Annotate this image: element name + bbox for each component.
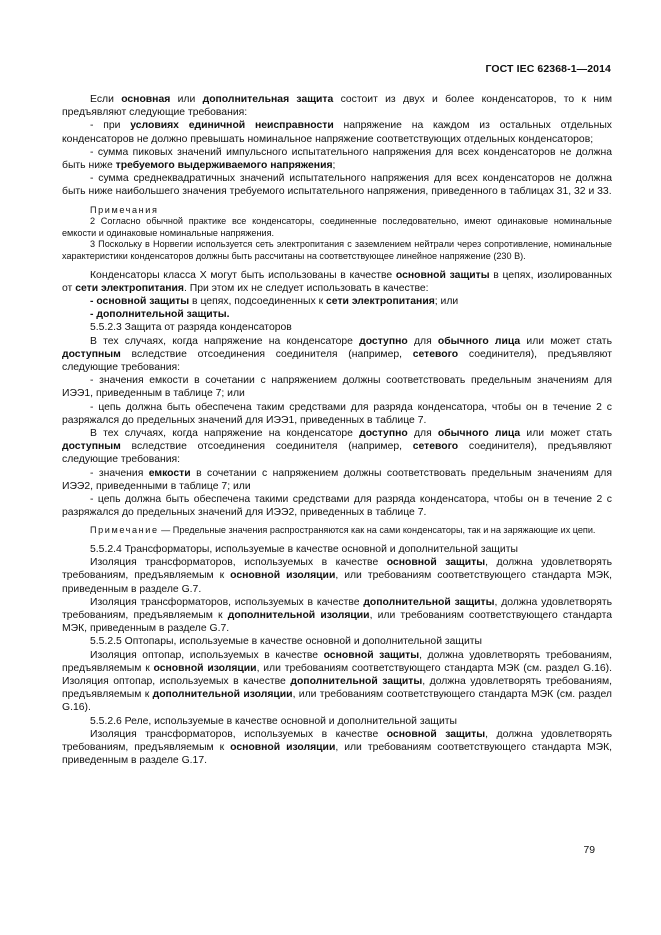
note-paragraph: Примечания (90, 204, 159, 215)
body-paragraph: - при условиях единичной неисправности напряжение на каждом из остальных отдельных конденсаторов не должно превышать номинальное напряжение соответствующих отдельных конденсаторов; (62, 120, 612, 145)
body-paragraph: - дополнительной защиты. (90, 309, 230, 321)
standard-header: ГОСТ IEC 62368-1—2014 (485, 63, 611, 75)
body-paragraph: Изоляция трансформаторов, используемых в качестве основной защиты, должна удовлетворять требованиям, предъявляемым к основной изоляции, или требованиям соответствующего стандарта МЭК, приведенным в разделе G.7. (62, 557, 613, 595)
body-paragraph: - основной защиты в цепях, подсоединенных к сети электропитания; или (90, 296, 459, 307)
body-paragraph: 5.5.2.6 Реле, используемые в качестве основной и дополнительной защиты (90, 715, 457, 727)
body-paragraph: - значения емкости в сочетании с напряжением должны соответствовать предельным значениям для ИЭЭ2, приведенными в таблице 7; или (62, 467, 612, 492)
body-paragraph: Если основная или дополнительная защита состоит из двух и более конденсаторов, то к ним предъявляют следующие требования: (62, 94, 612, 119)
note-paragraph: 3 Поскольку в Норвегии используется сеть электропитания с заземлением нейтрали через сопротивление, номинальные характеристики конденсаторов должны быть рассчитаны на соответствующее линейное напряжение (230 В). (62, 239, 612, 261)
body-paragraph: В тех случаях, когда напряжение на конденсаторе доступно для обычного лица или может стать доступным вследствие отсоединения соединителя (например, сетевого соединителя), предъявляют следующие требования: (62, 428, 612, 466)
body-paragraph: - значения емкости в сочетании с напряжением должны соответствовать предельным значениям для ИЭЭ1, приведенным в таблице 7; или (62, 375, 612, 400)
note-paragraph: Примечание — Предельные значения распространяются как на сами конденсаторы, так и на заряжающие их цепи. (90, 525, 596, 536)
body-paragraph: Изоляция трансформаторов, используемых в качестве основной защиты, должна удовлетворять требованиям, предъявляемым к основной изоляции, или требованиям соответствующего стандарта МЭК, приведенным в разделе G.17. (62, 728, 613, 767)
body-paragraph: - сумма пиковых значений импульсного испытательного напряжения для всех конденсаторов не должна быть ниже требуемого выдерживаемого напряжения; (62, 146, 612, 172)
body-paragraph: Изоляция оптопар, используемых в качестве основной защиты, должна удовлетворять требованиям, предъявляемым к основной изоляции, или требованиям соответствующего стандарта МЭК (см. раздел G.16). Изоляция оптопар, используемых в качестве дополнительной защиты, должна удовлетворять требованиям, предъявляемым к дополнительной изоляции, или требованиям соответствующего стандарта МЭК (см. раздел G.16). (62, 649, 613, 714)
body-paragraph: - сумма среднеквадратичных значений испытательного напряжения для всех конденсаторов не должна быть ниже наибольшего значения требуемого испытательного напряжения, приведенного в таблицах 31, 32 и 33. (62, 173, 612, 198)
body-paragraph: 5.5.2.4 Трансформаторы, используемые в качестве основной и дополнительной защиты (90, 544, 518, 556)
note-paragraph: 2 Согласно обычной практике все конденсаторы, соединенные последовательно, имеют одинаковые номинальные емкости и одинаковые номинальные напряжения. (62, 216, 612, 238)
body-paragraph: Изоляция трансформаторов, используемых в качестве дополнительной защиты, должна удовлетворять требованиям, предъявляемым к дополнительной изоляции, или требованиям соответствующего стандарта МЭК, приведенным в разделе G.7. (62, 596, 613, 635)
body-paragraph: Конденсаторы класса X могут быть использованы в качестве основной защиты в цепях, изолированных от сети электропитания. При этом их не следует использовать в качестве: (62, 269, 612, 294)
page-number: 79 (583, 845, 595, 856)
body-paragraph: - цепь должна быть обеспечена такими средствами для разряда конденсатора, чтобы он в течение 2 с разряжался до предельных значений для ИЭЭ2, приведенных в таблице 7. (62, 494, 612, 519)
body-paragraph: 5.5.2.3 Защита от разряда конденсаторов (90, 322, 292, 334)
body-paragraph: В тех случаях, когда напряжение на конденсаторе доступно для обычного лица или может стать доступным вследствие отсоединения соединителя (например, сетевого соединителя), предъявляют следующие требования: (62, 335, 612, 374)
body-paragraph: 5.5.2.5 Оптопары, используемые в качестве основной и дополнительной защиты (90, 636, 483, 648)
document-body (62, 93, 612, 768)
body-paragraph: - цепь должна быть обеспечена таким средствами для разряда конденсатора, чтобы он в течение 2 с разряжался до предельных значений для ИЭЭ1, приведенных в таблице 7. (62, 401, 612, 426)
